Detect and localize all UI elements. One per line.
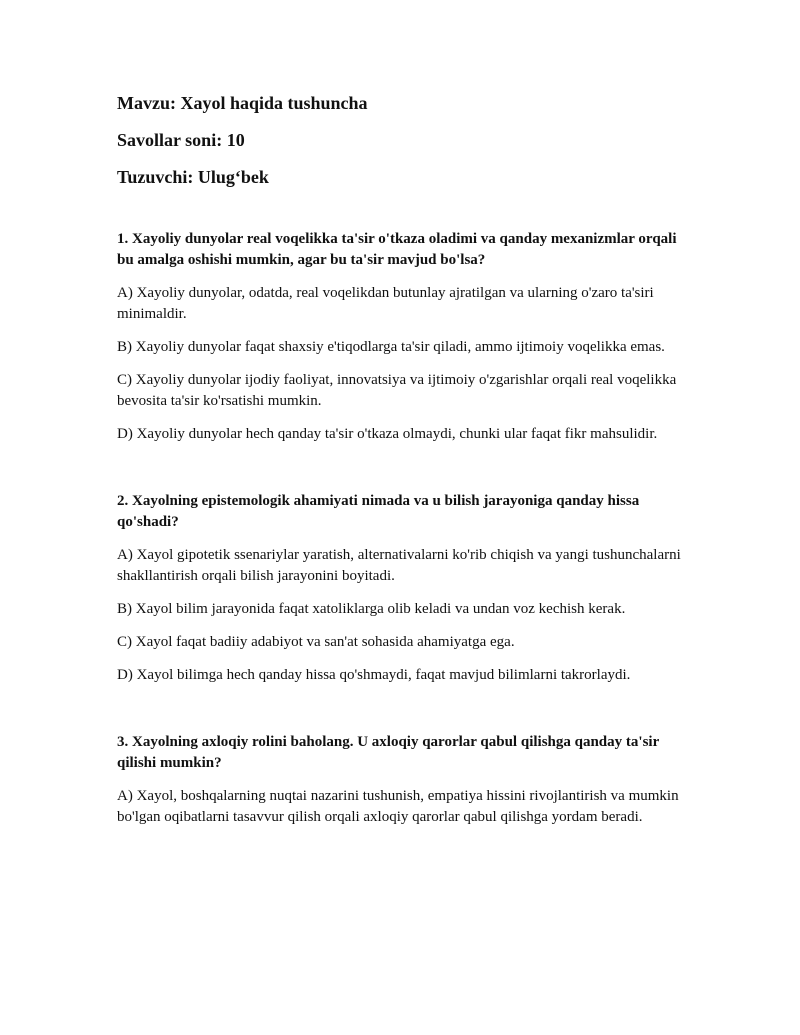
answer-option-d: D) Xayoliy dunyolar hech qanday ta'sir o'tkaza olmaydi, chunki ular faqat fikr mahsulidir.	[117, 426, 658, 442]
answer-option-c: C) Xayol faqat badiiy adabiyot va san'at sohasida ahamiyatga ega.	[117, 634, 515, 650]
answer-option-b: B) Xayoliy dunyolar faqat shaxsiy e'tiqodlarga ta'sir qiladi, ammo ijtimoiy voqelikka emas.	[117, 339, 665, 355]
answer-option-b: B) Xayol bilim jarayonida faqat xatoliklarga olib keladi va undan voz kechish kerak.	[117, 601, 626, 617]
answer-option-d: D) Xayol bilimga hech qanday hissa qo'shmaydi, faqat mavjud bilimlarni takrorlaydi.	[117, 667, 631, 683]
question-count-heading: Savollar soni: 10	[117, 130, 245, 150]
question-3	[117, 732, 687, 828]
answer-option-a: A) Xayoliy dunyolar, odatda, real voqelikdan butunlay ajratilgan va ularning o'zaro ta'siri minimaldir.	[117, 285, 654, 322]
document-header	[117, 92, 687, 188]
document-page	[117, 92, 687, 874]
question-1	[117, 229, 687, 445]
question-text: 3. Xayolning axloqiy rolini baholang. U axloqiy qarorlar qabul qilishga qanday ta'sir qilishi mumkin?	[117, 734, 659, 771]
question-2	[117, 491, 687, 686]
answer-option-c: C) Xayoliy dunyolar ijodiy faoliyat, innovatsiya va ijtimoiy o'zgarishlar orqali real voqelikka bevosita ta'sir ko'rsatishi mumkin.	[117, 372, 677, 409]
topic-heading: Mavzu: Xayol haqida tushuncha	[117, 93, 368, 113]
author-heading: Tuzuvchi: Ulug‘bek	[117, 167, 269, 187]
answer-option-a: A) Xayol, boshqalarning nuqtai nazarini tushunish, empatiya hissini rivojlantirish va mumkin bo'lgan oqibatlarni tasavvur qilish orqali axloqiy qarorlar qabul qilishga yordam beradi.	[117, 788, 679, 825]
question-text: 2. Xayolning epistemologik ahamiyati nimada va u bilish jarayoniga qanday hissa qo'shadi?	[117, 493, 640, 530]
answer-option-a: A) Xayol gipotetik ssenariylar yaratish, alternativalarni ko'rib chiqish va yangi tushunchalarni shakllantirish orqali bilish jarayonini boyitadi.	[117, 547, 681, 584]
question-text: 1. Xayoliy dunyolar real voqelikka ta'sir o'tkaza oladimi va qanday mexanizmlar orqali bu amalga oshishi mumkin, agar bu ta'sir mavjud bo'lsa?	[117, 231, 677, 268]
